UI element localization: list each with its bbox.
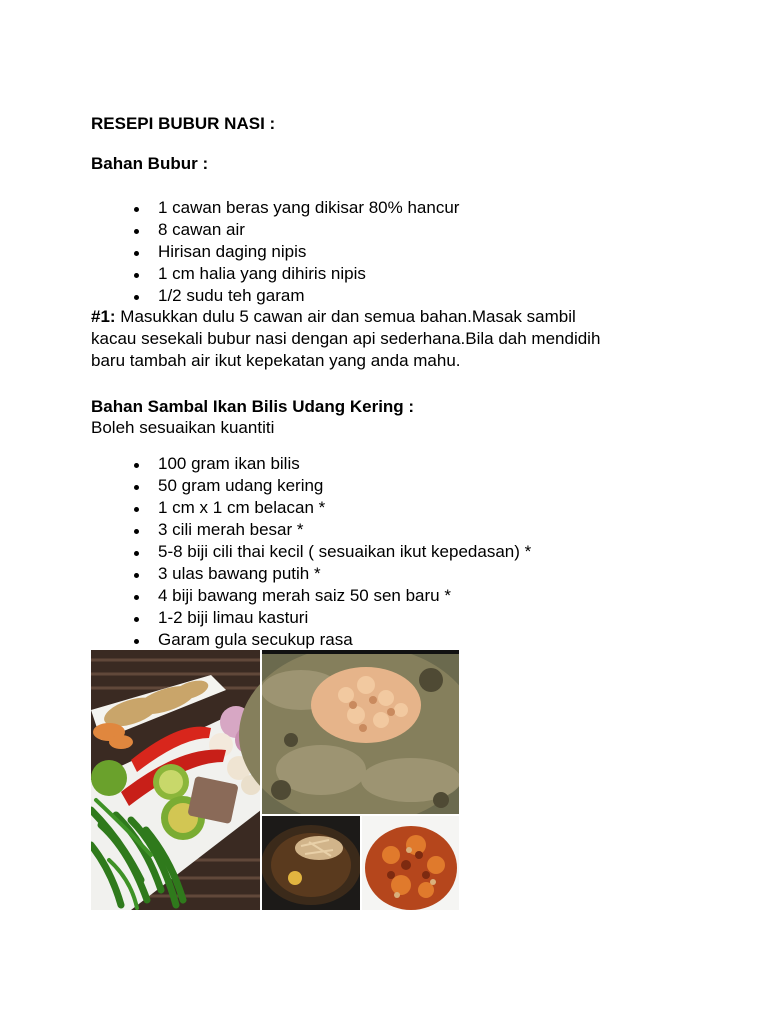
bullet-icon [134, 507, 139, 512]
sambal-photo [361, 815, 459, 910]
bubur-ingredient-list [0, 197, 459, 307]
wok-photo [261, 815, 361, 910]
bullet-icon [134, 463, 139, 468]
list-item: 100 gram ikan bilis [0, 453, 531, 475]
bullet-icon [134, 207, 139, 212]
list-item: 3 cili merah besar * [0, 519, 531, 541]
list-item: 3 ulas bawang putih * [0, 563, 531, 585]
bullet-icon [134, 595, 139, 600]
bullet-icon [134, 273, 139, 278]
bullet-icon [134, 551, 139, 556]
sambal-heading: Bahan Sambal Ikan Bilis Udang Kering : [91, 397, 415, 416]
list-item: 1 cm halia yang dihiris nipis [0, 263, 459, 285]
list-item: 1-2 biji limau kasturi [0, 607, 531, 629]
bullet-icon [134, 529, 139, 534]
bullet-icon [134, 229, 139, 234]
list-item: 1/2 sudu teh garam [0, 285, 459, 307]
list-item: 8 cawan air [0, 219, 459, 241]
bubur-heading: Bahan Bubur : [91, 154, 209, 173]
list-item: 4 biji bawang merah saiz 50 sen baru * [0, 585, 531, 607]
sambal-note: Boleh sesuaikan kuantiti [91, 418, 275, 437]
sambal-ingredient-list [0, 453, 531, 651]
bullet-icon [134, 251, 139, 256]
list-item: 50 gram udang kering [0, 475, 531, 497]
step-label: #1: [91, 307, 116, 326]
bullet-icon [134, 485, 139, 490]
food-photo-collage [91, 650, 459, 910]
bullet-icon [134, 617, 139, 622]
recipe-title: RESEPI BUBUR NASI : [91, 114, 276, 133]
list-item: 1 cm x 1 cm belacan * [0, 497, 531, 519]
list-item: 5-8 biji cili thai kecil ( sesuaikan ikut kepedasan) * [0, 541, 531, 563]
bullet-icon [134, 639, 139, 644]
frying-photo [239, 650, 459, 825]
bullet-icon [134, 573, 139, 578]
list-item: Garam gula secukup rasa [0, 629, 531, 651]
bubur-instructions: #1: Masukkan dulu 5 cawan air dan semua bahan.Masak sambil kacau sesekali bubur nasi dengan api sederhana.Bila dah mendidih baru tambah air ikut kepekatan yang anda mahu. [91, 307, 601, 370]
ingredients-photo [91, 650, 263, 910]
bullet-icon [134, 295, 139, 300]
list-item: 1 cawan beras yang dikisar 80% hancur [0, 197, 459, 219]
list-item: Hirisan daging nipis [0, 241, 459, 263]
